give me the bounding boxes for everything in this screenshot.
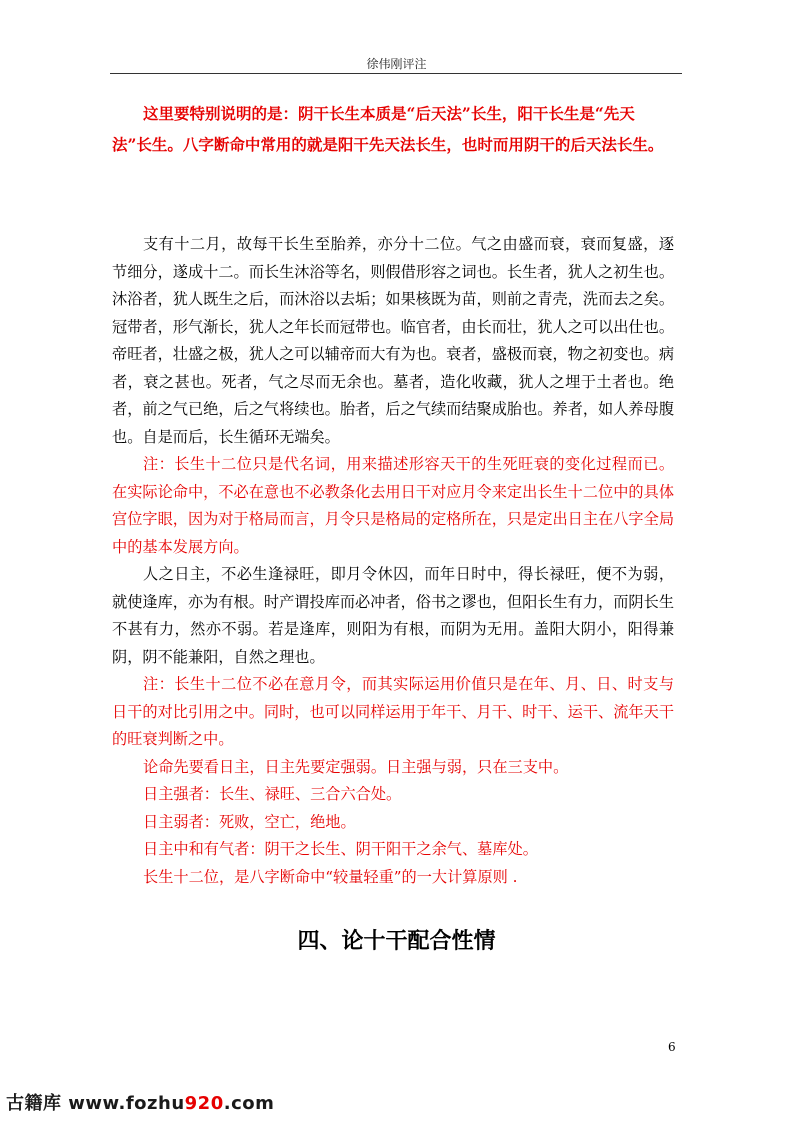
note-month-command: 注：长生十二位不必在意月令，而其实际运用价值只是在年、月、日、时支与日干的对比引用之中。同时，也可以同样运用于年干、月干、时干、运干、流年天干的旺衰判断之中。 bbox=[112, 675, 674, 748]
rule-line-3: 日主弱者：死败，空亡，绝地。 bbox=[143, 812, 356, 831]
rule-line-2: 日主强者：长生、禄旺、三合六合处。 bbox=[143, 785, 402, 803]
paragraph-twelve-positions: 支有十二月，故每干长生至胎养，亦分十二位。气之由盛而衰，衰而复盛，逐节细分，遂成十二。而长生沐浴等名，则假借形容之词也。长生者，犹人之初生也。沐浴者，犹人既生之后，而沐浴以去垢；如果核既为苗，则前之青壳，洗而去之矣。冠带者，形气渐长，犹人之年长而冠带也。临官者，由长而壮，犹人之可以出仕也。帝旺者，壮盛之极，犹人之可以辅帝而大有为也。衰者，盛极而衰，物之初变也。病者，衰之甚也。死者，气之尽而无余也。墓者，造化收藏，犹人之埋于土者也。绝者，前之气已绝，后之气将续也。胎者，后之气续而结聚成胎也。养者，如人养母腹也。自是而后，长生循环无端矣。 bbox=[112, 235, 674, 446]
intro-highlight bbox=[112, 98, 684, 160]
note-twelve-positions: 注：长生十二位只是代名词，用来描述形容天干的生死旺衰的变化过程而已。在实际论命中，不必在意也不必教条化去用日干对应月令来定出长生十二位中的具体宫位字眼，因为对于格局而言，月令只是格局的定格所在，只是定出日主在八字全局中的基本发展方向。 bbox=[112, 455, 674, 556]
watermark-prefix: 古籍库 www.fozhu bbox=[6, 1093, 185, 1114]
watermark-digits: 920 bbox=[184, 1093, 224, 1114]
header-title: 徐伟刚评注 bbox=[366, 57, 427, 71]
header-divider bbox=[110, 73, 682, 74]
rule-line-1: 论命先要看日主，日主先要定强弱。日主强与弱，只在三支中。 bbox=[143, 757, 569, 776]
main-body bbox=[112, 231, 674, 891]
rule-line-4: 日主中和有气者：阴干之长生、阴干阳干之余气、墓库处。 bbox=[143, 840, 538, 858]
section-heading: 四、论十干配合性情 bbox=[297, 929, 496, 954]
site-watermark bbox=[6, 1089, 274, 1115]
rule-line-5: 长生十二位，是八字断命中“较量轻重”的一大计算原则 . bbox=[143, 867, 518, 886]
intro-line-1: 这里要特别说明的是：阴干长生本质是“后天法”长生，阳干长生是“先天 bbox=[143, 104, 635, 123]
paragraph-day-master: 人之日主，不必生逢禄旺，即月令休囚，而年日时中，得长禄旺，便不为弱，就使逢库，亦为有根。时产谓投库而必冲者，俗书之谬也，但阳长生有力，而阴长生不甚有力，然亦不弱。若是逢库，则阳为有根，而阴为无用。盖阳大阴小，阳得兼阴，阴不能兼阳，自然之理也。 bbox=[112, 565, 674, 666]
page-number: 6 bbox=[668, 1040, 676, 1054]
watermark-suffix: .com bbox=[223, 1093, 275, 1114]
intro-line-2: 法”长生。八字断命中常用的就是阳干先天法长生，也时而用阴干的后天法长生。 bbox=[112, 135, 664, 154]
